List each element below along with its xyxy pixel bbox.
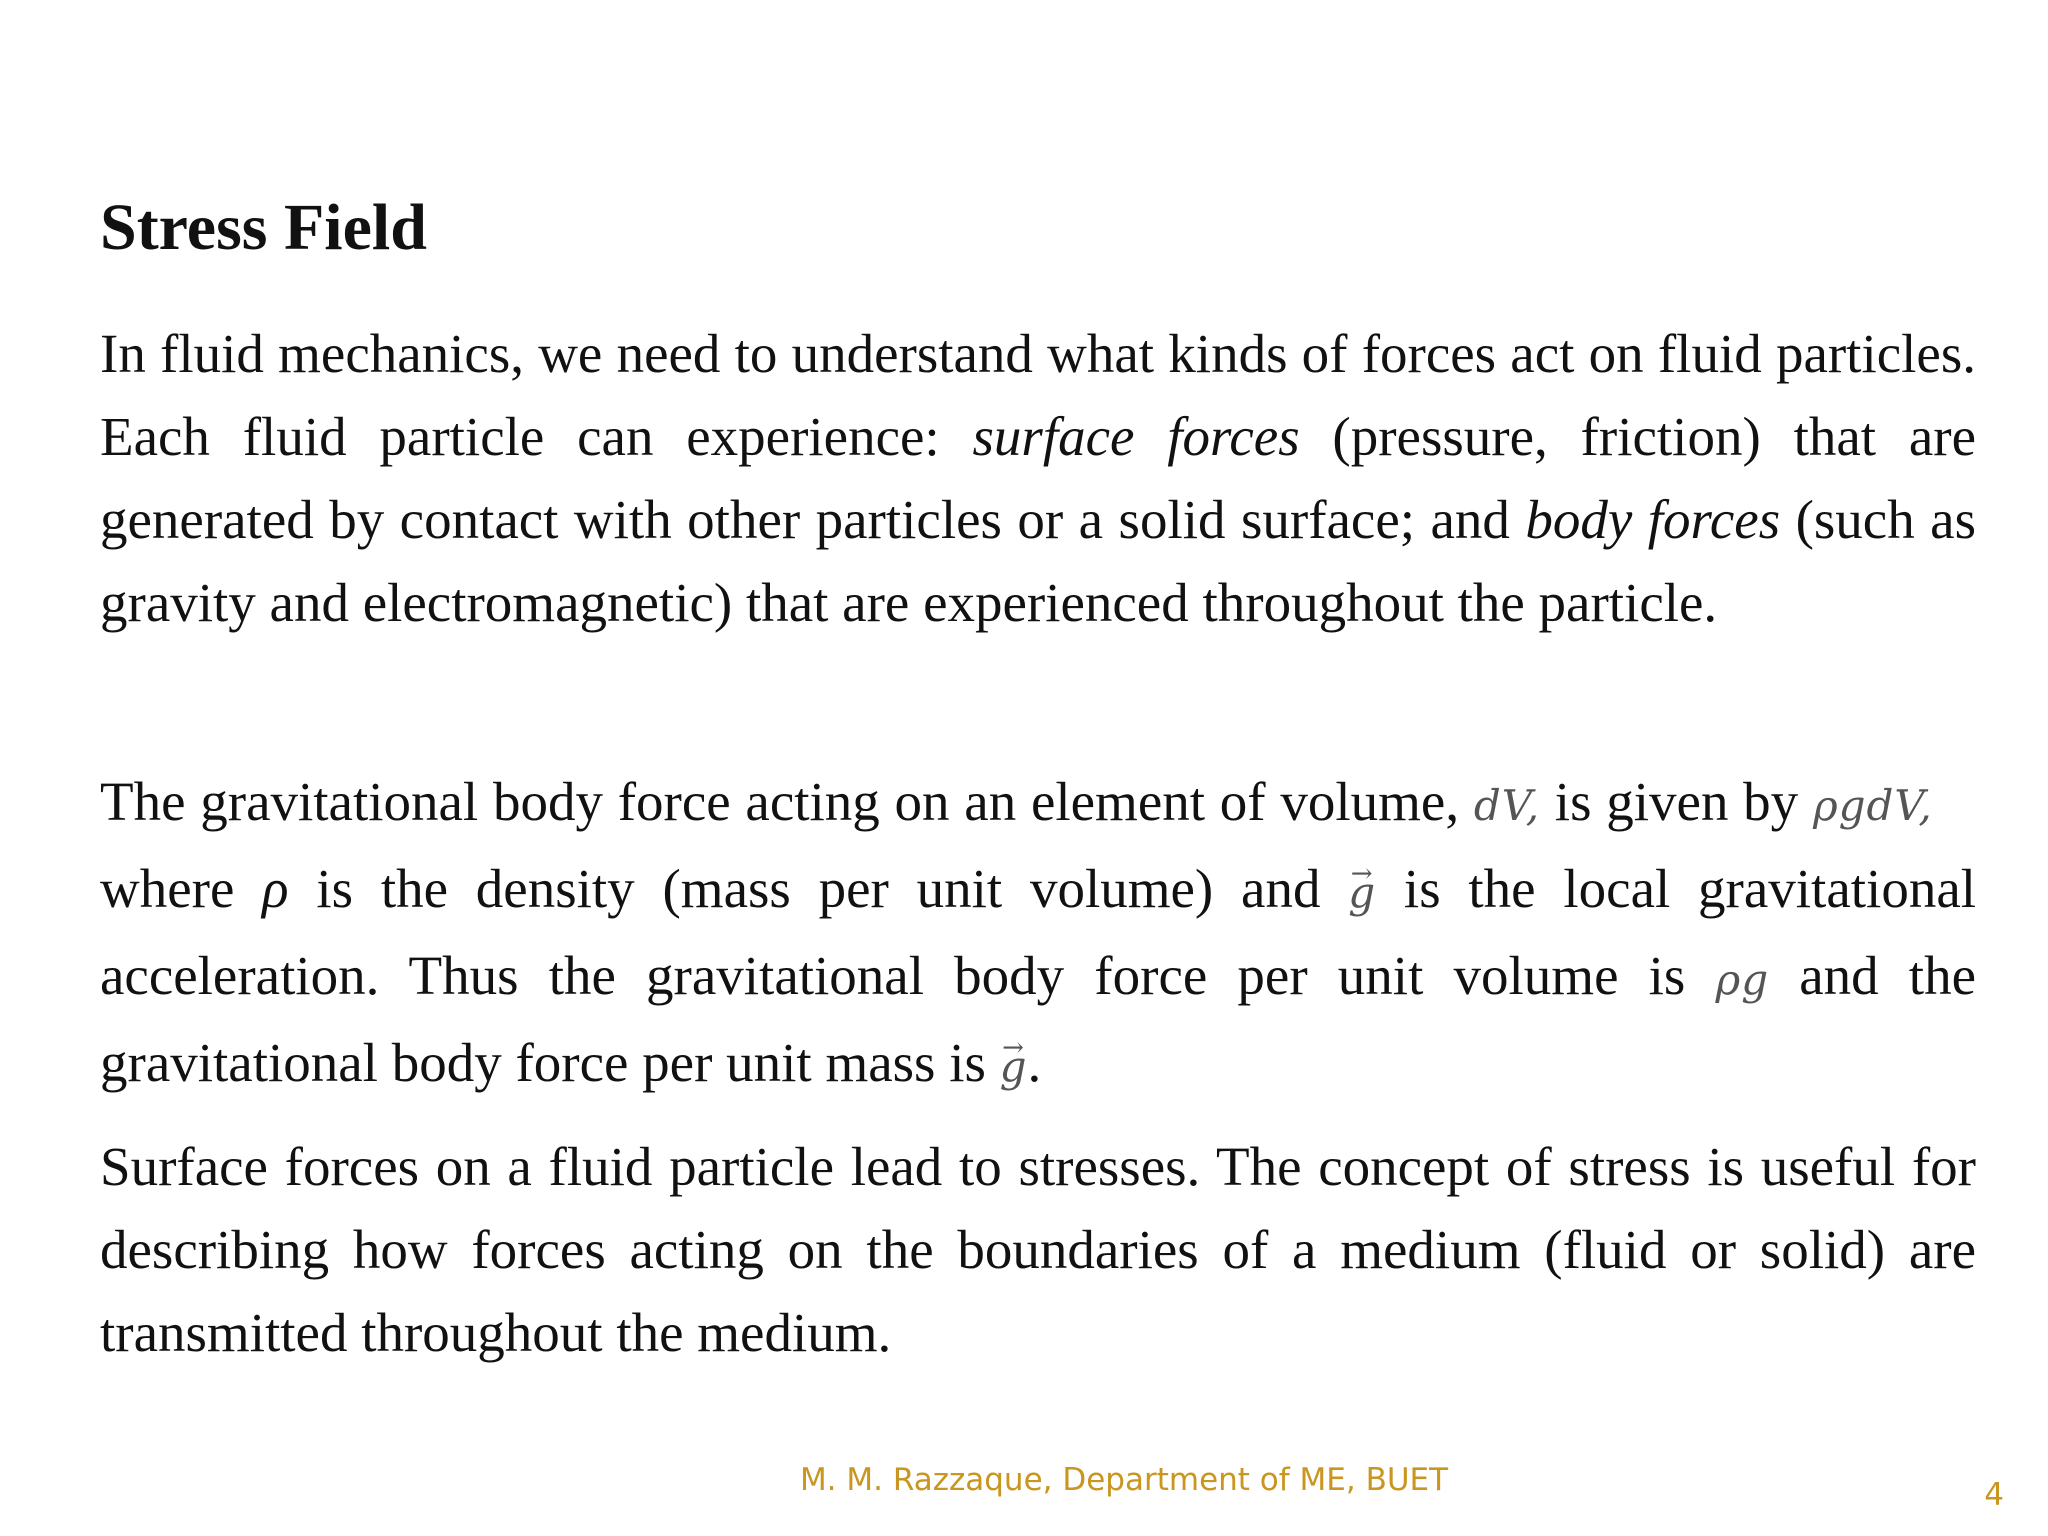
p2-text-3: where — [100, 858, 263, 919]
p1-italic-surface-forces: surface forces — [972, 406, 1300, 467]
paragraph-gravitational-force — [100, 760, 1976, 1108]
rho-symbol: ρ — [262, 858, 289, 919]
page-number: 4 — [1984, 1477, 2004, 1513]
math-g-vector-image: → g — [1348, 851, 1376, 934]
paragraph-surface-stresses: Surface forces on a fluid particle lead to stresses. The concept of stress is useful for describing how forces acting on the boundaries of a medium (fluid or solid) are transmitted throughout the medium. — [100, 1136, 1976, 1363]
p1-text-3: (such as gravity and electromagnetic) that are experienced throughout the particle. — [100, 489, 1976, 633]
math-g-vector-image-2: → g — [1000, 1025, 1028, 1108]
math-dV-image: dV, — [1473, 781, 1541, 830]
p2-text-2: is given by — [1540, 771, 1813, 832]
footer-author: M. M. Razzaque, Department of ME, BUET — [799, 1462, 1449, 1498]
p2-text-1: The gravitational body force acting on an element of volume, — [100, 771, 1474, 832]
p2-text-6: and the gravitational body force per unit mass is — [100, 945, 1976, 1093]
p2-text-4: is the density (mass per unit volume) and — [288, 858, 1349, 919]
p2-text-7: . — [1027, 1032, 1042, 1093]
p1-text-2: (pressure, friction) that are generated by contact with other particles or a solid surface; and — [100, 406, 1976, 550]
math-rho-g-dV-image: ρgdV, — [1812, 781, 1933, 830]
math-rho-g-vector-image: ρg — [1715, 955, 1770, 1004]
p2-text-5: is the local gravitational acceleration. Thus the gravitational body force per unit volume is — [100, 858, 1977, 1006]
slide-title: Stress Field — [100, 191, 427, 264]
p1-text-1: In fluid mechanics, we need to understand what kinds of forces act on fluid particles. Each fluid particle can experience: — [100, 323, 1976, 467]
paragraph-forces-intro — [100, 312, 1976, 644]
p1-italic-body-forces: body forces — [1525, 489, 1781, 550]
